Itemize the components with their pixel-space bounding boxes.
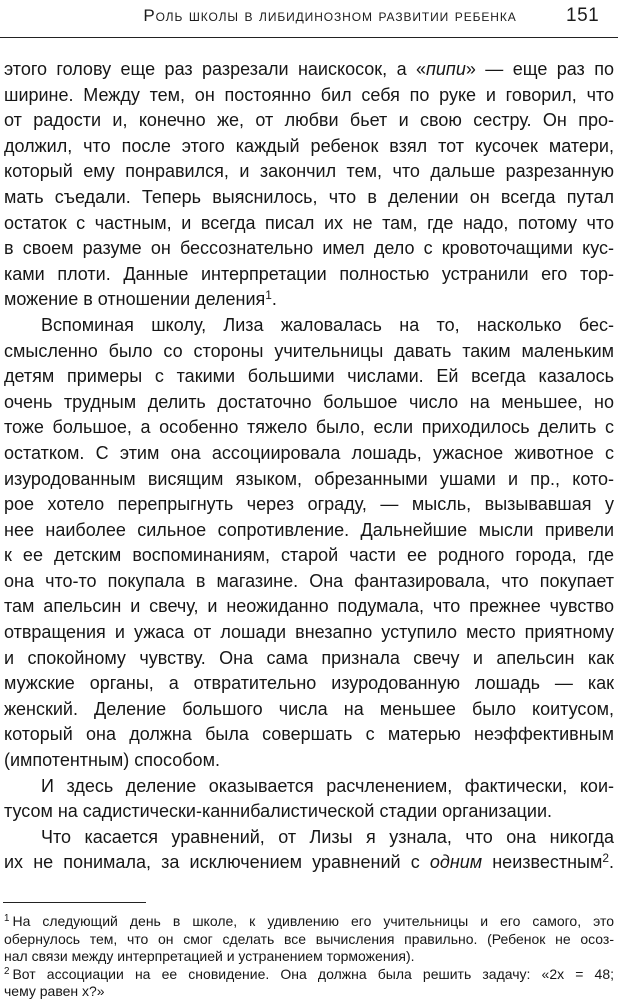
footnote: [4, 913, 614, 966]
paragraph: [4, 774, 614, 825]
italic-word: пипи: [426, 59, 466, 79]
text-line: она что-то покупала в магазине. Она фантазировала, что покупает: [4, 570, 614, 591]
text-segment: их не понимала, за исключением уравнений с: [4, 852, 430, 873]
text-line: рое хотело перепрыгнуть через ограду, — мысль, вызывавшая у: [4, 494, 614, 515]
text-segment: Вот ассоциации на ее сновидение. Она должна была решить задачу: «2х = 48;: [12, 965, 614, 982]
footnotes: [4, 913, 614, 1001]
text-line: детям примеры с такими большими числами. Ей всегда казалось: [4, 366, 614, 387]
main-text: [4, 57, 614, 876]
footnote-line: нал связи между интерпретацией и устранением торможения).: [4, 948, 415, 964]
text-segment: .: [608, 852, 614, 873]
text-line: очень трудным делить достаточно большое число на меньшее, но: [4, 391, 614, 412]
footnote-reference: 2: [602, 851, 609, 866]
text-line: и спокойному чувству. Она сама признала свечу и апельсин как: [4, 647, 614, 668]
text-segment: неизвестным: [482, 852, 603, 873]
text-line: который ему понравился, и закончил тем, что дальше разрезанную: [4, 161, 614, 182]
text-line: Вспоминая школу, Лиза жаловалась на то, насколько бес-: [41, 314, 614, 335]
text-line: остаток с частным, и всегда писал их не там, где надо, потому что: [4, 212, 614, 233]
text-line: мать съедали. Теперь выяснилось, что в делении он всегда путал: [4, 186, 614, 207]
text-line: [4, 57, 614, 83]
paragraph: [4, 57, 614, 313]
text-line: к ее детским воспоминаниям, старой части ее родного города, где: [4, 545, 614, 566]
text-segment: .: [271, 289, 277, 310]
text-line: тусом на садистически-каннибалистической стадии организации.: [4, 801, 553, 822]
text-line: тоже большое, а особенно тяжело было, если приходилось делить с: [4, 417, 614, 438]
text-segment: этого голову еще раз разрезали наискосок, а «: [4, 59, 427, 79]
running-head-title: Роль школы в либидинозном развитии ребенка: [143, 6, 517, 25]
text-line: изуродованным висящим языком, обрезанными ушами и пр., кото-: [4, 468, 614, 489]
italic-word: одним: [429, 852, 483, 873]
footnote-separator: [3, 902, 146, 903]
text-segment: На следующий день в школе, к удивлению его учительницы и его самого, это: [12, 913, 614, 929]
text-line: [4, 850, 614, 876]
text-line: там апельсин и свечу, и неожиданно подумала, что прежнее чувство: [4, 596, 614, 617]
text-line: И здесь деление оказывается расчленением, фактически, кои-: [41, 775, 614, 796]
paragraph: [4, 313, 614, 774]
footnote-line: [4, 913, 614, 931]
footnote-line: [4, 966, 614, 984]
footnote-reference: 1: [265, 288, 272, 303]
footnote: [4, 966, 614, 1001]
text-segment: можение в отношении деления: [4, 289, 266, 310]
footnote-marker: 1: [4, 913, 10, 925]
text-line: смысленно было со стороны учительницы давать таким маленьким: [4, 340, 614, 361]
text-line: остатком. С этим она ассоциировала лошадь, ужасное животное с: [4, 442, 614, 463]
footnote-marker: 2: [4, 965, 10, 977]
text-line: (импотентным) способом.: [4, 750, 220, 771]
text-line: отвращения и ужаса от лошади внезапно уступило место приятному: [4, 622, 614, 643]
text-line: ширине. Между тем, он постоянно бил себя по руке и говорил, что: [4, 84, 614, 105]
text-line: Что касается уравнений, от Лизы я узнала, что она никогда: [41, 826, 614, 847]
footnote-line: чему равен х?»: [4, 983, 105, 999]
paragraph: [4, 825, 614, 876]
header-rule: [0, 37, 618, 38]
page-number: 151: [566, 5, 600, 26]
text-line: в своем разуме он бессознательно имел дело с кровоточащими кус-: [4, 238, 614, 259]
footnote-line: обернулось тем, что он смог сделать все вычисления правильно. (Ребенок не осоз-: [4, 930, 614, 947]
text-line: женский. Деление большого числа на меньшее было коитусом,: [4, 698, 614, 719]
text-line: нее наиболее сильное сопротивление. Дальнейшие мысли привели: [4, 519, 614, 540]
text-line: от радости и, конечно же, от любви бьет и свою сестру. Он про-: [4, 110, 614, 131]
text-line: который она должна была совершать с матерью неэффективным: [4, 724, 614, 745]
text-line: ками плоти. Данные интерпретации полностью устранили его тор-: [4, 263, 614, 284]
text-line: мужские органы, а отвратительно изуродованную лошадь — как: [4, 673, 614, 694]
text-segment: » — еще раз по: [465, 59, 614, 79]
text-line: [4, 287, 614, 313]
text-line: должил, что после этого каждый ребенок взял тот кусочек матери,: [4, 135, 614, 156]
